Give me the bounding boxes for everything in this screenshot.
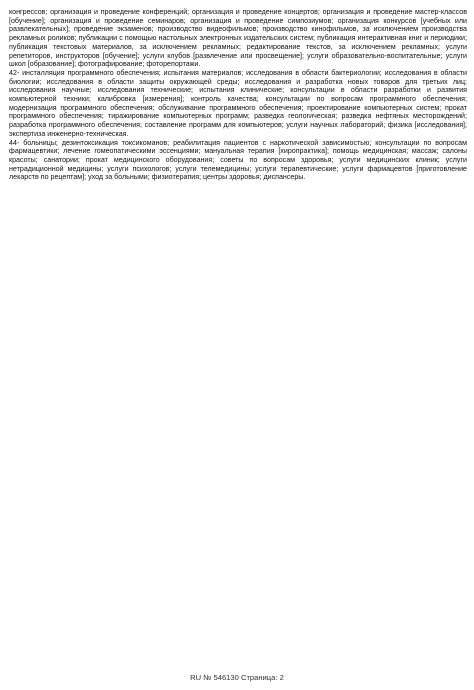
document-body [9,8,467,182]
page-footer: RU № 546130 Страница: 2 [190,673,284,682]
paragraph-class-41-continuation: конгрессов; организация и проведение конференций; организация и проведение концертов; организация и проведение мастер-классов [обучение]; организация и проведение семинаров; организация и проведение симпозиумов; организация конкурсов [учебных или развлекательных]; проведение экзаменов; производство видеофильмов; производство кинофильмов, за исключением производства рекламных роликов; публикации с помощью настольных электронных издательских систем; публикация интерактивная книг и периодики; публикация текстовых материалов, за исключением рекламных; редактирование текстов, за исключением рекламных; услуги репетиторов, инструкторов [обучение]; услуги клубов [развлечение или просвещение]; услуги образовательно-воспитательные; услуги школ [образование]; фотографирование; фоторепортажи. [9,8,467,69]
paragraph-class-44: 44- больницы; дезинтоксикация токсикоманов; реабилитация пациентов с наркотической зависимостью; консультации по вопросам фармацевтики; лечение гомеопатическими эссенциями; мануальная терапия [хиропрактика]; помощь медицинская; массаж; салоны красоты; санатории; прокат медицинского оборудования; советы по вопросам здоровья; услуги медицинских клиник; услуги нетрадиционной медицины; услуги психологов; услуги телемедицины; услуги терапевтические; услуги фармацевтов [приготовление лекарств по рецептам]; уход за больными; физиотерапия; центры здоровья; диспансеры. [9,138,467,182]
paragraph-class-42: 42- инсталляция программного обеспечения; испытания материалов; исследования в области бактериологии; исследования в области биологии; исследования в области защиты окружающей среды; исследования и разработка новых товаров для третьих лиц; исследования научные; исследования технические; испытания клинические; консультации в области разработки и развития компьютерной техники; калибровка [измерения]; контроль качества; консультации по вопросам программного обеспечения; модернизация программного обеспечения; обслуживание программного обеспечения; проектирование компьютерных систем; прокат программного обеспечения; тиражирование компьютерных программ; разведка геологическая; разведка нефтяных месторождений; разработка программного обеспечения; составление программ для компьютеров; услуги научных лабораторий; физика [исследования]; экспертиза инженерно-техническая. [9,68,467,138]
